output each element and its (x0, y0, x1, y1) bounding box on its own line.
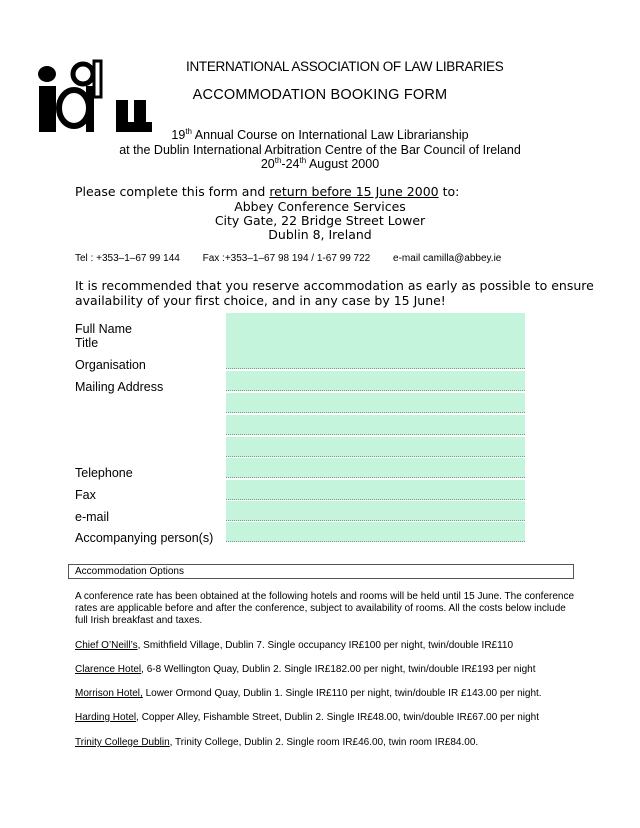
mailing-address-field-1[interactable] (226, 371, 525, 391)
accommodation-intro: A conference rate has been obtained at the following hotels and rooms will be held until 15 June. The conference rates are applicable before and after the conference, subject to availability of rooms. All the costs below include full Irish breakfast and taxes. (75, 591, 575, 626)
fax-label: Fax (75, 488, 96, 502)
hotel-item (75, 737, 478, 748)
accommodation-options-heading: Accommodation Options (68, 564, 574, 579)
hotel-item (75, 688, 542, 699)
email-label: e-mail (75, 510, 110, 524)
email-address: e-mail camilla@abbey.ie (393, 253, 502, 264)
course-line (0, 128, 640, 143)
hotel-item (75, 664, 535, 675)
full-name-label: Full Name (75, 322, 132, 336)
instructions-lead: Please complete this form and (75, 184, 266, 199)
course-title: Annual Course on International Law Librarianship (194, 128, 469, 142)
recommendation-text: It is recommended that you reserve accommodation as early as possible to ensure availability of your first choice, and in any case by 15 June! (75, 278, 594, 308)
date-start: 20 (260, 157, 275, 171)
title-label: Title (75, 336, 99, 350)
hotel-details: , Smithfield Village, Dublin 7. Single occupancy IR£100 per night, twin/double IR£110 (137, 640, 514, 651)
hotel-details: , Trinity College, Dublin 2. Single room IR£46.00, twin room IR£84.00. (169, 737, 479, 748)
hotel-name: Trinity College Dublin (75, 737, 170, 748)
organisation-field[interactable] (226, 349, 525, 369)
address-line-2: City Gate, 22 Bridge Street Lower (214, 213, 426, 228)
hotel-name: Harding Hotel (75, 712, 137, 723)
date-rest: August 2000 (308, 157, 380, 171)
telephone-label: Telephone (75, 466, 133, 480)
date-start-suffix: th (274, 156, 282, 165)
course-ordinal: 19 (171, 128, 186, 142)
contact-line (75, 253, 521, 264)
telephone-field[interactable] (226, 458, 525, 478)
address-line-1: Abbey Conference Services (234, 199, 406, 214)
course-ordinal-suffix: th (185, 127, 192, 136)
hotel-details: , 6-8 Wellington Quay, Dublin 2. Single IR£182.00 per night, twin/double IR£193 per night (141, 664, 536, 675)
hotel-item (75, 712, 539, 723)
mailing-address-label: Mailing Address (75, 380, 164, 394)
hotel-item (75, 640, 513, 651)
hotel-name: Clarence Hotel (75, 664, 142, 675)
hotel-name: Morrison Hotel, (75, 688, 143, 699)
date-line (0, 157, 640, 172)
date-separator: -24 (281, 157, 300, 171)
instructions-line (75, 184, 459, 199)
venue-line: at the Dublin International Arbitration Centre of the Bar Council of Ireland (119, 143, 521, 157)
instructions-trail: to: (442, 184, 460, 199)
hotel-name: Chief O’Neill’s (75, 640, 138, 651)
hotel-details: Lower Ormond Quay, Dublin 1. Single IR£110 per night, twin/double IR £143.00 per night. (142, 688, 542, 699)
email-field[interactable] (226, 501, 525, 521)
full-name-field[interactable] (226, 313, 525, 333)
mailing-address-field-2[interactable] (226, 393, 525, 413)
organisation-label: Organisation (75, 358, 146, 372)
return-deadline: return before 15 June 2000 (269, 184, 439, 199)
telephone-number: Tel : +353–1–67 99 144 (75, 253, 180, 264)
form-title: ACCOMMODATION BOOKING FORM (192, 87, 448, 103)
hotel-details: , Copper Alley, Fishamble Street, Dublin 2. Single IR£48.00, twin/double IR£67.00 per night (136, 712, 539, 723)
accompanying-persons-label: Accompanying person(s) (75, 531, 214, 545)
fax-number: Fax :+353–1–67 98 194 / 1-67 99 722 (202, 253, 371, 264)
mailing-address-field-3[interactable] (226, 415, 525, 435)
date-end-suffix: th (299, 156, 307, 165)
accompanying-persons-field[interactable] (226, 522, 525, 542)
mailing-address-field-4[interactable] (226, 437, 525, 457)
address-line-3: Dublin 8, Ireland (268, 227, 372, 242)
organization-name: INTERNATIONAL ASSOCIATION OF LAW LIBRARIES (186, 59, 504, 74)
fax-field[interactable] (226, 480, 525, 500)
